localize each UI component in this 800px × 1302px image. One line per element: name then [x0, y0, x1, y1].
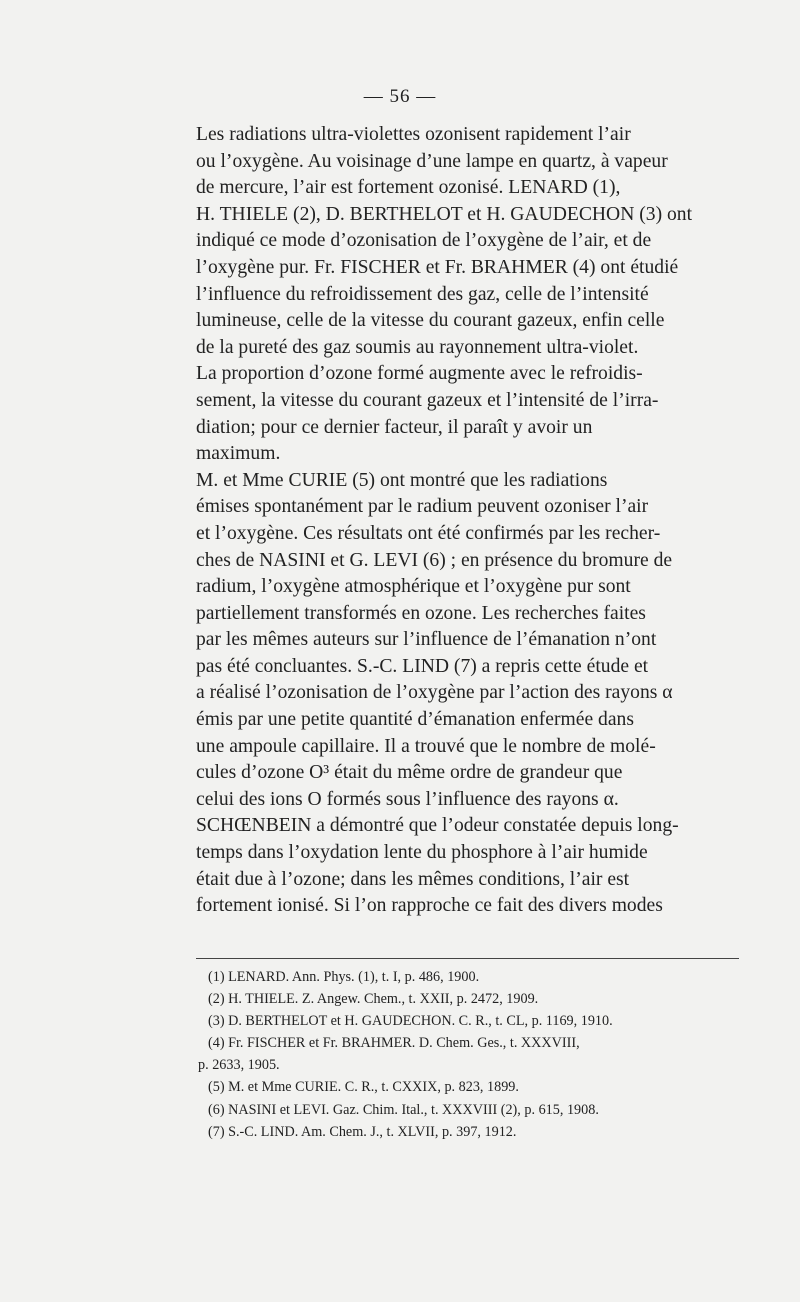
- text-line: l’oxygène pur. Fr. FISCHER et Fr. BRAHMER (4) ont étudié: [196, 256, 679, 278]
- text-line: lumineuse, celle de la vitesse du courant gazeux, enfin celle: [196, 310, 665, 332]
- footnote-5: (5) M. et Mme CURIE. C. R., t. CXXIX, p. 823, 1899.: [208, 1079, 519, 1096]
- text-line: émises spontanément par le radium peuvent ozoniser l’air: [196, 496, 649, 518]
- text-line: sement, la vitesse du courant gazeux et l’intensité de l’irra-: [196, 389, 659, 411]
- text-line: pas été concluantes. S.-C. LIND (7) a repris cette étude et: [196, 655, 649, 677]
- footnote-2: (2) H. THIELE. Z. Angew. Chem., t. XXII, p. 2472, 1909.: [208, 991, 539, 1008]
- text-line: partiellement transformés en ozone. Les recherches faites: [196, 602, 646, 624]
- text-line: H. THIELE (2), D. BERTHELOT et H. GAUDECHON (3) ont: [196, 203, 693, 225]
- text-line: par les mêmes auteurs sur l’influence de l’émanation n’ont: [196, 629, 657, 651]
- text-line: celui des ions O formés sous l’influence des rayons α.: [196, 788, 619, 810]
- text-line: ches de NASINI et G. LEVI (6) ; en présence du bromure de: [196, 549, 673, 571]
- page-number: — 56 —: [363, 86, 437, 107]
- text-line: M. et Mme CURIE (5) ont montré que les radiations: [196, 469, 608, 491]
- text-line: radium, l’oxygène atmosphérique et l’oxygène pur sont: [196, 576, 631, 598]
- text-line: indiqué ce mode d’ozonisation de l’oxygène de l’air, et de: [196, 230, 652, 252]
- footnote-divider: [196, 958, 739, 959]
- text-line: de mercure, l’air est fortement ozonisé. LENARD (1),: [196, 177, 621, 199]
- footnote-6: (6) NASINI et LEVI. Gaz. Chim. Ital., t. XXXVIII (2), p. 615, 1908.: [208, 1101, 599, 1118]
- text-line: La proportion d’ozone formé augmente avec le refroidis-: [196, 363, 643, 385]
- text-line: SCHŒNBEIN a démontré que l’odeur constatée depuis long-: [196, 815, 679, 837]
- text-line: fortement ionisé. Si l’on rapproche ce fait des divers modes: [196, 895, 663, 917]
- footnote-7: (7) S.-C. LIND. Am. Chem. J., t. XLVII, p. 397, 1912.: [208, 1123, 517, 1140]
- text-line: l’influence du refroidissement des gaz, celle de l’intensité: [196, 283, 649, 305]
- text-line: une ampoule capillaire. Il a trouvé que le nombre de molé-: [196, 735, 656, 757]
- text-line: a réalisé l’ozonisation de l’oxygène par l’action des rayons α: [196, 682, 673, 704]
- body-text: [196, 122, 739, 920]
- footnote-1: (1) LENARD. Ann. Phys. (1), t. I, p. 486, 1900.: [208, 969, 480, 985]
- footnote-4: (4) Fr. FISCHER et Fr. BRAHMER. D. Chem. Ges., t. XXXVIII,: [208, 1035, 580, 1052]
- text-line: cules d’ozone O³ était du même ordre de grandeur que: [196, 762, 623, 784]
- text-line: Les radiations ultra-violettes ozonisent rapidement l’air: [196, 124, 631, 145]
- text-line: était due à l’ozone; dans les mêmes conditions, l’air est: [196, 868, 630, 890]
- footnotes: [198, 966, 738, 1143]
- text-line: maximum.: [196, 443, 281, 465]
- text-line: diation; pour ce dernier facteur, il paraît y avoir un: [196, 416, 593, 438]
- text-line: et l’oxygène. Ces résultats ont été confirmés par les recher-: [196, 522, 661, 544]
- text-line: de la pureté des gaz soumis au rayonnement ultra-violet.: [196, 336, 639, 358]
- text-line: ou l’oxygène. Au voisinage d’une lampe en quartz, à vapeur: [196, 150, 668, 172]
- footnote-4-continued: p. 2633, 1905.: [198, 1057, 280, 1074]
- footnote-3: (3) D. BERTHELOT et H. GAUDECHON. C. R., t. CL, p. 1169, 1910.: [208, 1013, 613, 1030]
- text-line: émis par une petite quantité d’émanation enfermée dans: [196, 709, 634, 731]
- text-line: temps dans l’oxydation lente du phosphore à l’air humide: [196, 842, 648, 864]
